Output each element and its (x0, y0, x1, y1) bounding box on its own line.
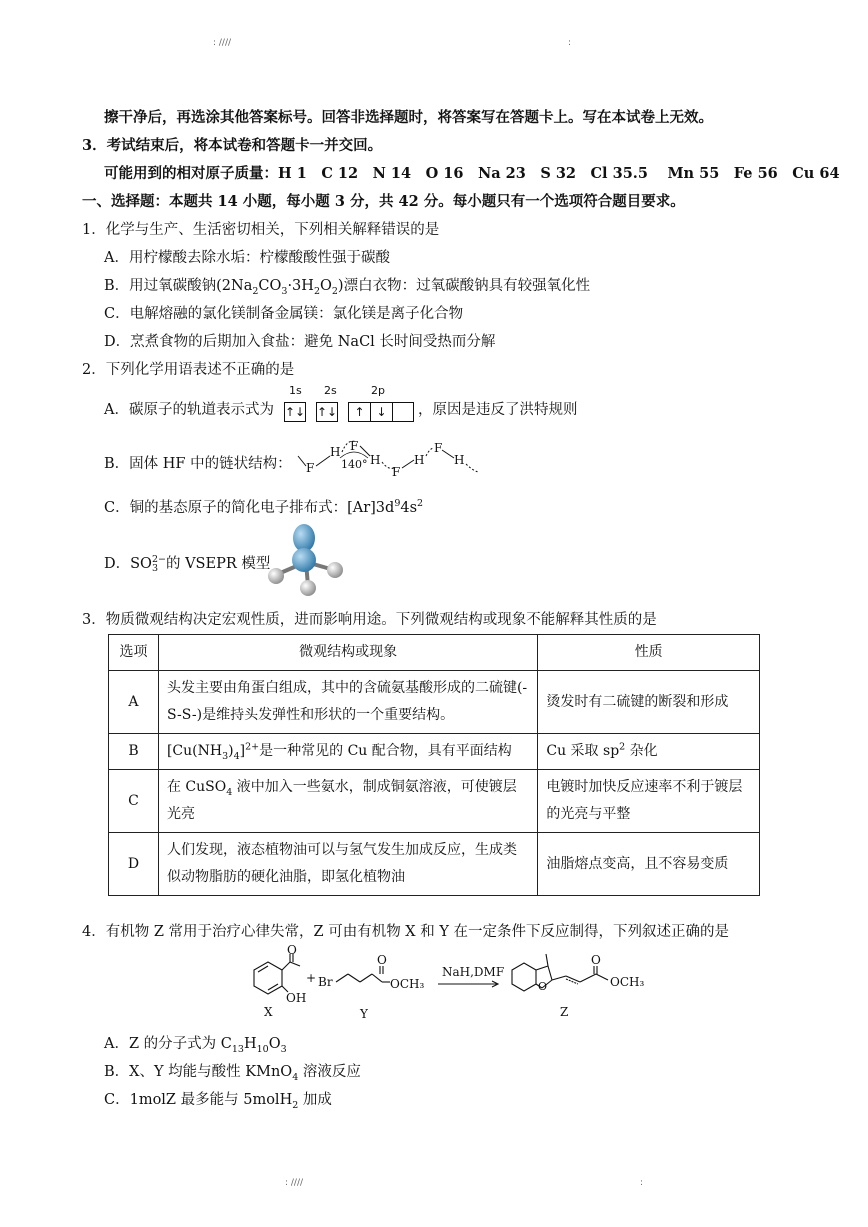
row-option: C (109, 770, 159, 833)
masses-label: 可能用到的相对原子质量： (104, 165, 278, 182)
q3-stem: 3．物质微观结构决定宏观性质，进而影响用途。下列微观结构或现象不能解释其性质的是 (82, 612, 657, 628)
y-br-label: Br (318, 975, 333, 989)
micro-post: 液中加入一些氨水，制成铜氨溶液，可使镀层光亮 (166, 779, 517, 822)
prop-post: 杂化 (625, 743, 658, 759)
q4-c-post: 加成 (298, 1092, 332, 1108)
table-header-cell: 选项 (109, 635, 159, 671)
row-option: D (109, 833, 159, 896)
q2-c-sup1: 9 (394, 498, 401, 510)
orbital-box: ↑ (348, 402, 370, 422)
row-property: 油脂熔点变高，且不容易变质 (538, 833, 760, 896)
q1-option-c: C．电解熔融的氯化镁制备金属镁：氯化镁是离子化合物 (104, 306, 464, 322)
z-och3-label: OCH₃ (610, 975, 645, 989)
row-micro: 人们发现，液态植物油可以与氢气发生加成反应，生成类似动物脂肪的硬化油脂，即氢化植物油 (158, 833, 537, 896)
table-row (109, 833, 760, 896)
q2-d-sub: 3 (151, 563, 158, 574)
svg-text:H: H (454, 453, 465, 467)
intro-line-1: 擦干净后，再选涂其他答案标号。回答非选择题时，将答案写在答题卡上。写在本试卷上无效。 (104, 109, 713, 126)
z-label: Z (560, 1005, 569, 1019)
plus-sign: + (306, 971, 317, 985)
orbital-label-1s: 1s (289, 384, 302, 397)
hf-chain-diagram (292, 436, 488, 480)
table-row (109, 671, 760, 734)
svg-text:H: H (370, 453, 381, 467)
q1-b-post: )漂白衣物：过氧碳酸钠具有较强氧化性 (337, 278, 591, 294)
section-title: 一、选择题：本题共 14 小题，每小题 3 分，共 42 分。每小题只有一个选项符合题目要求。 (82, 193, 685, 210)
footer-mark-right: : (640, 1178, 644, 1188)
orbital-box: ↑↓ (284, 402, 306, 422)
micro-pre: 在 CuSO (166, 779, 227, 795)
q3-table (108, 634, 760, 896)
q4-c-sub: 2 (292, 1099, 299, 1111)
row-micro: $[Cu(NH_3)_4]^{2+}$是一种常见的 Cu 配合物，具有平面结构 (158, 734, 537, 770)
x-label: X (264, 1005, 273, 1019)
svg-text:F: F (392, 465, 401, 479)
orbital-box (392, 402, 414, 422)
q1-b-pre: B．用过氧碳酸钠(2Na (104, 278, 253, 294)
reagent-label: NaH,DMF (442, 965, 505, 979)
row-option: A (109, 671, 159, 734)
q1-option-b: B．用过氧碳酸钠$(2Na_2CO_3\cdot 3H_2O_2)$漂白衣物：过氧碳酸钠具有较强氧化性 (104, 278, 591, 297)
q4-option-a: A．Z 的分子式为 $C_{13}H_{10}O_3$ (104, 1036, 287, 1055)
row-property: Cu 采取 $sp^2$ 杂化 (538, 734, 760, 770)
orbital-1s (284, 402, 306, 422)
masses-values: H 1 C 12 N 14 O 16 Na 23 S 32 Cl 35.5 Mn 55 Fe 56 Cu 64 (278, 165, 840, 182)
q4-b-pre: B．X、Y 均能与酸性 KMnO (104, 1064, 293, 1080)
micro-post: 是一种常见的 Cu 配合物，具有平面结构 (259, 743, 512, 759)
q2-d-pre: D．SO (104, 556, 152, 572)
q2-d-sup: 2− (151, 553, 166, 565)
row-option: B (109, 734, 159, 770)
svg-text:F: F (306, 461, 315, 475)
q2-c-mid: 4s (400, 500, 418, 516)
footer-mark-left: : //// (285, 1178, 304, 1188)
svg-text:H: H (330, 445, 341, 459)
row-micro: 在 CuSO$_4$ 液中加入一些氨水，制成铜氨溶液，可使镀层光亮 (158, 770, 537, 833)
q2-option-c (104, 496, 423, 517)
q1-option-a: A．用柠檬酸去除水垢：柠檬酸酸性强于碳酸 (104, 250, 390, 266)
q4-a-c: 13 (231, 1043, 244, 1055)
x-oh-label: OH (286, 991, 307, 1005)
svg-text:F: F (434, 441, 443, 455)
header-mark-right: : (568, 38, 572, 48)
table-header-cell: 性质 (538, 635, 760, 671)
y-och3-label: OCH₃ (390, 977, 425, 991)
y-carbonyl-o: O (377, 953, 387, 967)
hf-angle-label: 140° (341, 458, 368, 471)
q2-d-post: 的 VSEPR 模型 (165, 556, 271, 572)
q4-a-h: 10 (256, 1043, 269, 1055)
q2-option-b-pre: B．固体 HF 中的链状结构： (104, 456, 292, 472)
q4-option-c (104, 1088, 332, 1109)
row-micro: 头发主要由角蛋白组成，其中的含硫氨基酸形成的二硫键(-S-S-)是维持头发弹性和形状的一个重要结构。 (158, 671, 537, 734)
svg-text:F: F (350, 439, 359, 453)
q2-stem: 2．下列化学用语表述不正确的是 (82, 362, 295, 378)
q2-c-pre: C．铜的基态原子的简化电子排布式：[Ar]3d (104, 500, 395, 516)
q4-b-post: 溶液反应 (298, 1064, 361, 1080)
reaction-scheme (230, 944, 662, 1022)
orbital-2p (348, 402, 414, 422)
orbital-2s (316, 402, 338, 422)
q4-option-b (104, 1060, 361, 1081)
svg-text:H: H (414, 453, 425, 467)
q1-option-d: D．烹煮食物的后期加入食盐：避免 NaCl 长时间受热而分解 (104, 334, 496, 350)
orbital-label-2s: 2s (324, 384, 337, 397)
table-row (109, 770, 760, 833)
q2-option-d (104, 552, 270, 574)
row-property: 电镀时加快反应速率不利于镀层的光亮与平整 (538, 770, 760, 833)
table-header-cell: 微观结构或现象 (158, 635, 537, 671)
x-carbonyl-o: O (287, 944, 297, 957)
header-mark-left: : //// (213, 38, 232, 48)
table-row (109, 734, 760, 770)
q4-b-sub: 4 (292, 1071, 299, 1083)
z-carbonyl-o: O (591, 953, 601, 967)
q4-a-o: 3 (280, 1043, 287, 1055)
table-header-row (109, 635, 760, 671)
q2-option-a-pre: A．碳原子的轨道表示式为 (104, 402, 274, 418)
atomic-masses (104, 162, 840, 183)
orbital-box: ↓ (370, 402, 392, 422)
y-label: Y (360, 1007, 368, 1021)
q2-c-sup2: 2 (417, 498, 424, 510)
q2-option-a-post: ，原因是违反了洪特规则 (418, 402, 578, 418)
q4-stem: 4．有机物 Z 常用于治疗心律失常，Z 可由有机物 X 和 Y 在一定条件下反应制得，下列叙述正确的是 (82, 924, 730, 940)
q1-stem: 1．化学与生产、生活密切相关，下列相关解释错误的是 (82, 222, 440, 238)
vsepr-model-image (264, 522, 346, 598)
row-property: 烫发时有二硫键的断裂和形成 (538, 671, 760, 734)
prop-pre: Cu 采取 sp (546, 743, 620, 759)
q4-c-pre: C．1molZ 最多能与 5molH (104, 1092, 293, 1108)
micro-pre: [Cu(NH (166, 743, 223, 759)
orbital-label-2p: 2p (371, 384, 385, 397)
intro-line-2: 3．考试结束后，将本试卷和答题卡一并交回。 (82, 137, 383, 154)
z-ring-o: O (538, 980, 548, 993)
orbital-box: ↑↓ (316, 402, 338, 422)
q4-a-pre: A．Z 的分子式为 C (104, 1036, 232, 1052)
